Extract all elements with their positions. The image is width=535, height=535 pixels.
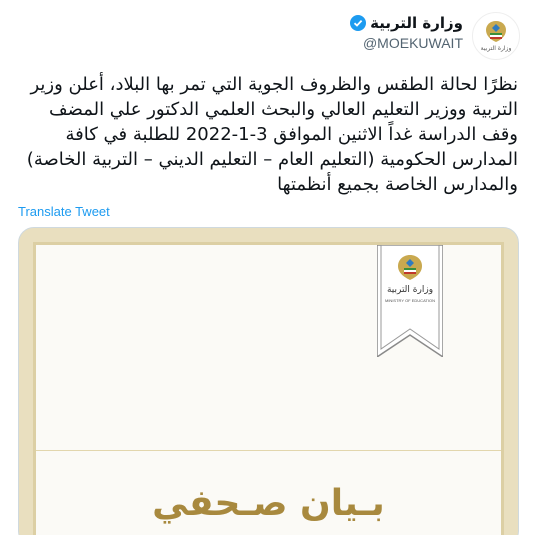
tweet-text: نظرًا لحالة الطقس والظروف الجوية التي تمر بها البلاد، أعلن وزير التربية ووزير التعليم العالي والبحث العلمي الدكتور علي المضف وقف الدراسة غداً الاثنين الموافق 3-1-2022 للطلبة في كافة المدارس الحكومية (التعليم العام – التعليم الديني – التربية الخاصة) والمدارس الخاصة بجميع أنظمتها <box>26 74 518 195</box>
logo-caption: وزارة التربية <box>386 285 434 295</box>
ministry-logo-ribbon <box>377 245 443 357</box>
press-release-headline: بـيان صـحفي <box>152 483 385 524</box>
avatar[interactable] <box>472 12 520 60</box>
tweet-header <box>0 8 535 60</box>
kuwait-emblem-icon <box>481 19 511 45</box>
divider-line <box>36 450 501 451</box>
account-names <box>350 14 463 51</box>
display-name[interactable]: وزارة التربية <box>370 14 463 32</box>
translate-tweet-link[interactable]: Translate Tweet <box>18 204 110 219</box>
logo-caption-en: MINISTRY OF EDUCATION <box>384 298 435 303</box>
verified-badge-icon <box>350 15 366 31</box>
press-release-card <box>33 242 504 535</box>
account-handle[interactable]: @MOEKUWAIT <box>362 35 463 51</box>
tweet-image[interactable] <box>18 227 519 535</box>
avatar-caption: وزارة التربية <box>480 45 512 52</box>
